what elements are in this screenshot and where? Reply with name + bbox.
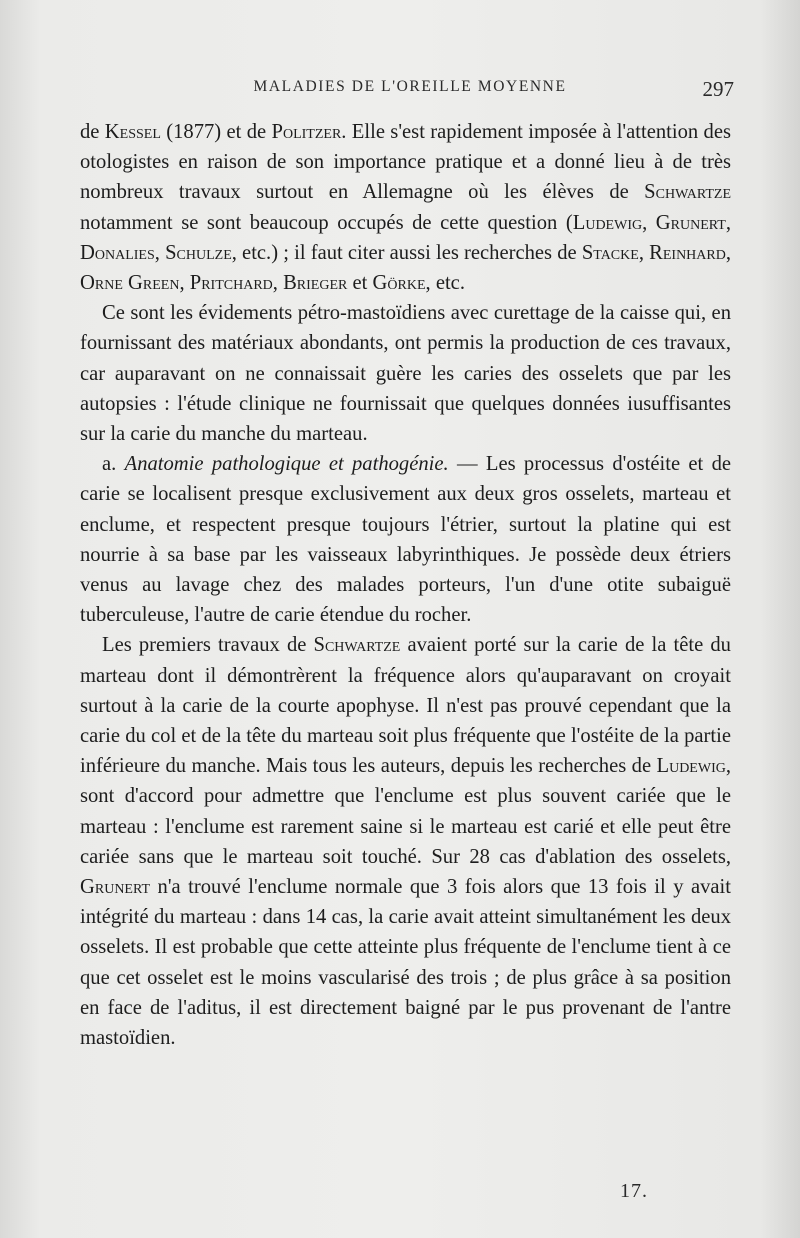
author-name: Brieger [283,272,348,295]
text-segment: , etc.) ; il faut citer aussi les recherches de [231,241,582,264]
text-segment: de [80,121,105,143]
section-heading: Anatomie pathologique et pathogénie. [124,453,449,476]
running-head: MALADIES DE L'OREILLE MOYENNE [253,78,567,95]
signature-mark: 17. [620,1180,648,1202]
author-name: Schulze [165,241,232,264]
text-segment: — Les processus d'ostéite et de carie se localisent presque exclusivement aux deux gros osselets, marteau et enclume, et respectent presque toujours l'étrier, surtout la platine qui est nourrie à sa base par les vaisseaux labyrinthiques. Je possède deux étriers venus au lavage chez des malades porteurs, l'un d'une otite subaiguë tuberculeuse, l'autre de carie étendue du rocher. [80,453,732,627]
author-name: Stacke [581,241,639,264]
author-name: Politzer [271,121,342,143]
author-name: Schwartze [313,634,401,657]
text-segment: n'a trouvé l'enclume normale que 3 fois alors que 13 fois il y avait intégrité du marteau : dans 14 cas, la carie avait atteint simultanément les deux osselets. Il est probable que cette atteinte plus fréquente de l'enclume tient à ce que cet osselet est le moins vascularisé des trois ; de plus grâce à sa position en face de l'aditus, il est directement baigné par le pus provenant de l'antre mastoïdien. [80,876,731,1050]
author-name: Kessel [104,121,161,143]
text-segment: , [154,241,166,264]
author-name: Reinhard [649,241,726,264]
paragraph-3 [80,449,731,630]
text-segment: , [725,241,732,264]
text-segment: , [638,241,650,264]
author-name: Grunert [80,876,151,899]
text-segment: . Elle s'est rapidement imposée à l'attention des otologistes en raison de son importance pratique et a donné lieu à de très nombreux travaux surtout en Allemagne où les élèves de [80,121,732,204]
text-segment: a. [102,453,125,476]
author-name: Ludewig [572,211,643,234]
text-segment: avaient porté sur la carie de la tête du marteau dont il démontrèrent la fréquence alors qu'auparavant on croyait surtout à la carie de la courte apophyse. Il n'est pas prouvé cependant que la carie du col et de la tête du marteau soit plus fréquente que l'ostéite de la partie inférieure du manche. Mais tous les auteurs, depuis les recherches de [80,634,731,778]
paragraph-1 [80,117,731,298]
text-segment: , etc. [425,272,465,295]
text-segment: (1877) et de [160,121,272,143]
author-name: Grunert [655,211,726,234]
text-segment: Ce sont les évidements pétro-mastoïdiens avec curettage de la caisse qui, en fournissant des matériaux abondants, ont permis la production de ces travaux, car auparavant on ne connaissait guère les caries des osselets que par les autopsies : l'étude clinique ne fournissait que quelques données iusuffisantes sur la carie du manche du marteau. [80,302,731,446]
author-name: Orne Green [80,272,180,295]
paragraph-4 [80,630,731,1053]
text-segment: , [642,211,656,234]
text-segment: notamment se sont beaucoup occupés de cette question ( [80,211,573,234]
text-segment: , sont d'accord pour admettre que l'enclume est plus souvent cariée que le marteau : l'enclume est rarement saine si le marteau est carié et elle peut être cariée sans que le marteau soit touché. Sur 28 cas d'ablation des osselets, [80,755,731,868]
text-segment: Les premiers travaux de [102,634,314,657]
paragraph-2 [80,298,731,449]
body-text [80,117,731,1053]
text-segment: , [272,272,284,295]
page-header [80,74,740,104]
author-name: Donalies [80,241,155,264]
author-name: Pritchard [189,272,273,295]
author-name: Ludewig [656,755,726,778]
author-name: Schwartze [644,181,731,204]
page-number: 297 [702,77,734,101]
author-name: Görke [372,272,426,295]
text-segment: , [179,272,190,295]
text-segment: et [347,272,373,295]
text-segment: , [725,211,731,234]
